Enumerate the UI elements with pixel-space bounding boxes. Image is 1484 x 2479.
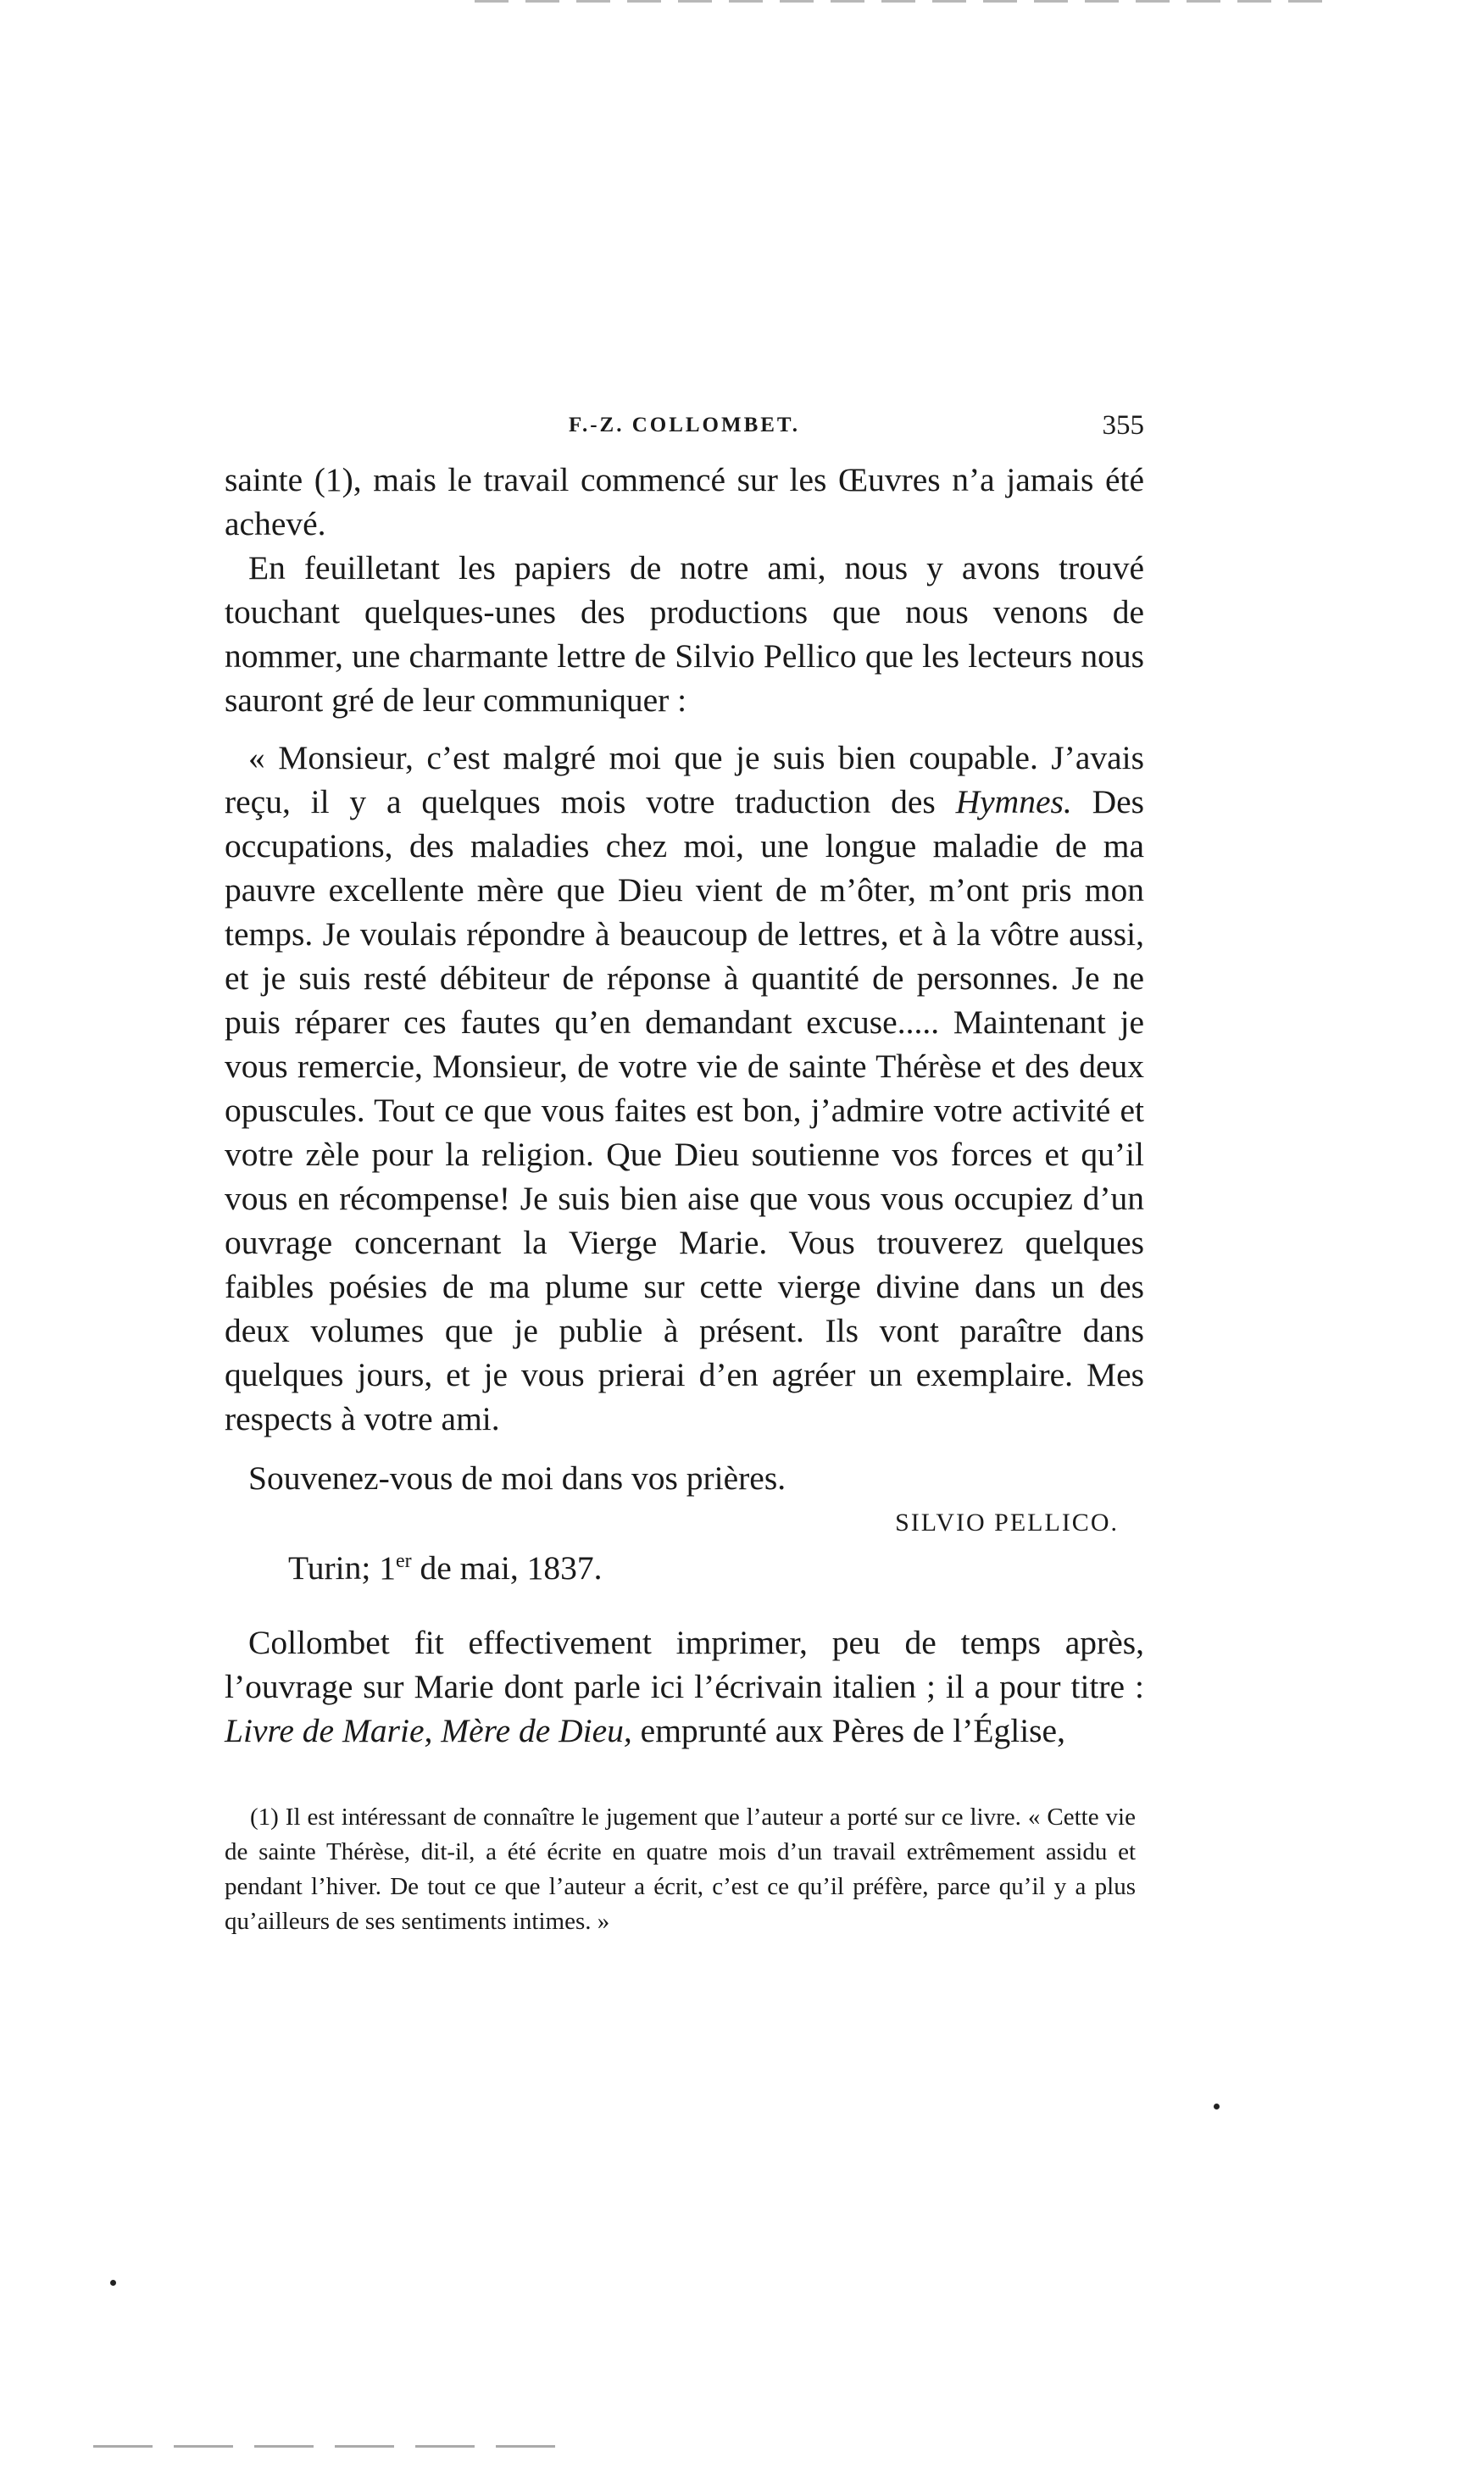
letter-body — [225, 736, 1144, 1441]
page-number: 355 — [1102, 410, 1144, 441]
scan-bottom-edge-artifact — [93, 2445, 568, 2448]
paragraph-introduction: En feuilletant les papiers de notre ami, nous y avons trouvé touchant quelques-unes des productions que nous venons de nommer, une charmante lettre de Silvio Pellico que les lecteurs nous sauront gré de leur communiquer : — [225, 549, 1144, 719]
date-rest: de mai, 1837. — [411, 1549, 603, 1587]
book-title-livre-de-marie: Livre de Marie, Mère de Dieu, — [225, 1712, 632, 1750]
letter-text-rest: Des occupations, des maladies chez moi, une longue maladie de ma pauvre excellente mère que Dieu vient de m’ôter, m’ont pris mon temps. Je voulais répondre à beaucoup de lettres, et à la vôtre aussi, et je suis resté débiteur de réponse à quantité de personnes. Je ne puis réparer ces fautes qu’en demandant excuse..... Maintenant je vous remercie, Monsieur, de votre vie de sainte Thérèse et des deux opuscules. Tout ce que vous faites est bon, j’admire votre activité et votre zèle pour la religion. Que Dieu soutienne vos forces et qu’il vous en récompense! Je suis bien aise que vous vous occupiez d’un ouvrage concernant la Vierge Marie. Vous trouverez quelques faibles poésies de ma plume sur cette vierge divine dans un des deux volumes que je publie à présent. Ils vont paraître dans quelques jours, et je vous prierai d’en agréer un exemplaire. Mes respects à votre ami. — [225, 783, 1144, 1437]
letter-date — [225, 1539, 1144, 1590]
date-place: Turin; 1 — [288, 1549, 396, 1587]
scan-speck — [1214, 2104, 1220, 2109]
scan-speck — [110, 2280, 116, 2286]
running-title: F.-Z. COLLOMBET. — [568, 414, 801, 436]
paragraph-after-letter — [225, 1620, 1144, 1753]
letter-farewell: Souvenez-vous de moi dans vos prières. — [248, 1459, 786, 1497]
scan-top-edge-artifact — [475, 0, 1322, 3]
paragraph-after-end: emprunté aux Pères de l’Église, — [631, 1712, 1065, 1750]
body-text — [225, 458, 1144, 1753]
paragraph-continuation: sainte (1), mais le travail commencé sur les Œuvres n’a jamais été achevé. — [225, 461, 1144, 542]
paragraph-after-start: Collombet fit effectivement imprimer, peu de temps après, l’ouvrage sur Marie dont parle ici l’écrivain italien ; il a pour titre : — [225, 1624, 1144, 1706]
running-head — [225, 398, 1144, 458]
text-block — [225, 398, 1144, 1939]
letter-text-start: « Monsieur, c’est malgré moi que je suis bien coupable. J’avais reçu, il y a quelques mois votre traduction des — [225, 739, 1144, 820]
date-superscript: er — [395, 1550, 412, 1572]
letter-title-hymnes: Hymnes. — [955, 783, 1072, 820]
letter-signature: SILVIO PELLICO. — [895, 1509, 1119, 1537]
footnote: (1) Il est intéressant de connaître le jugement que l’auteur a porté sur ce livre. « Cette vie de sainte Thérèse, dit-il, a été écrite en quatre mois d’un travail extrêmement assidu et pendant l’hiver. De tout ce que l’auteur a écrit, c’est ce qu’il préfère, parce qu’il y a plus qu’ailleurs de ses sentiments intimes. » — [225, 1804, 1136, 1936]
